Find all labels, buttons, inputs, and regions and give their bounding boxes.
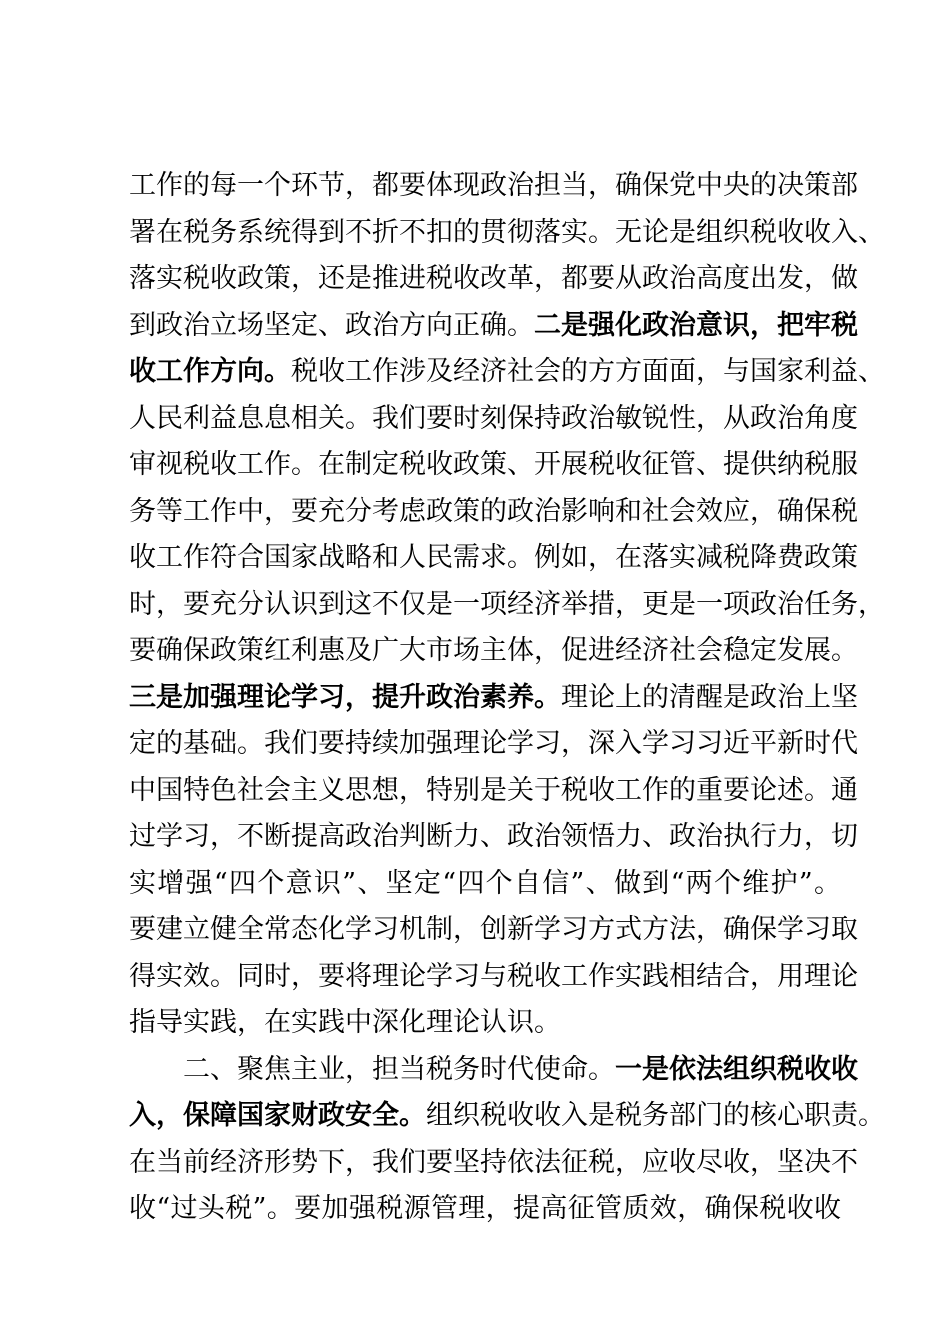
text-run: 在当前经济形势下，我们要坚持依法征税，应收尽收，坚决不 [129, 1146, 858, 1178]
text-line [129, 256, 858, 303]
text-run: 得实效。同时，要将理论学习与税收工作实践相结合，用理论 [129, 960, 858, 992]
text-run: 指导实践，在实践中深化理论认识。 [129, 1007, 561, 1038]
text-run: 组织税收收入是税务部门的核心职责。 [426, 1100, 885, 1131]
text-run: 定的基础。我们要持续加强理论学习，深入学习习近平新时代 [129, 728, 858, 759]
text-run: 税收工作涉及经济社会的方方面面，与国家利益、 [291, 356, 885, 387]
text-line [129, 1000, 841, 1047]
text-line [129, 628, 858, 675]
text-line [129, 1186, 841, 1233]
text-line [129, 768, 858, 815]
text-line [129, 442, 858, 489]
text-line [129, 303, 858, 350]
text-line [129, 907, 858, 954]
text-line [129, 210, 885, 257]
text-run: 务等工作中，要充分考虑政策的政治影响和社会效应，确保税 [129, 495, 858, 527]
section-heading-run: 二、聚焦主业，担当税务时代使命。 [183, 1053, 615, 1085]
bold-heading-run: 收工作方向。 [129, 356, 291, 387]
text-run: 人民利益息息相关。我们要时刻保持政治敏锐性，从政治角度 [129, 402, 858, 434]
text-run: 过学习，不断提高政治判断力、政治领悟力、政治执行力，切 [129, 821, 858, 852]
text-line [129, 861, 841, 908]
document-body [129, 163, 885, 1233]
text-line [129, 396, 858, 443]
text-line [129, 814, 858, 861]
bold-heading-run: 入，保障国家财政安全。 [129, 1100, 426, 1131]
text-line [129, 1093, 885, 1140]
text-run: 署在税务系统得到不折不扣的贯彻落实。无论是组织税收收入、 [129, 216, 885, 248]
text-line [129, 489, 858, 536]
text-line [129, 954, 858, 1001]
text-line [129, 675, 858, 722]
text-run: 落实税收政策，还是推进税收改革，都要从政治高度出发，做 [129, 263, 858, 294]
bold-heading-run: 三是加强理论学习，提升政治素养。 [129, 681, 561, 713]
text-line [129, 349, 885, 396]
text-line [129, 721, 858, 768]
text-run: 要确保政策红利惠及广大市场主体，促进经济社会稳定发展。 [129, 635, 858, 666]
text-run: 实增强“四个意识”、坚定“四个自信”、做到“两个维护”。 [129, 867, 841, 899]
text-run: 工作的每一个环节，都要体现政治担当，确保党中央的决策部 [129, 170, 858, 201]
text-run: 收“过头税”。要加强税源管理，提高征管质效，确保税收收 [129, 1193, 841, 1224]
text-line [129, 163, 858, 210]
text-run: 到政治立场坚定、政治方向正确。 [129, 309, 534, 341]
text-run: 收工作符合国家战略和人民需求。例如，在落实减税降费政策 [129, 542, 858, 573]
text-run: 时，要充分认识到这不仅是一项经济举措，更是一项政治任务， [129, 588, 885, 620]
section-heading-line [129, 1047, 858, 1094]
text-run: 审视税收工作。在制定税收政策、开展税收征管、提供纳税服 [129, 449, 858, 480]
text-line [129, 535, 858, 582]
bold-heading-run: 一是依法组织税收收 [615, 1053, 858, 1085]
text-line [129, 1140, 858, 1187]
text-line [129, 582, 885, 629]
text-run: 理论上的清醒是政治上坚 [561, 681, 858, 713]
text-run: 中国特色社会主义思想，特别是关于税收工作的重要论述。通 [129, 774, 858, 806]
bold-heading-run: 二是强化政治意识，把牢税 [534, 309, 858, 341]
text-run: 要建立健全常态化学习机制，创新学习方式方法，确保学习取 [129, 914, 858, 945]
